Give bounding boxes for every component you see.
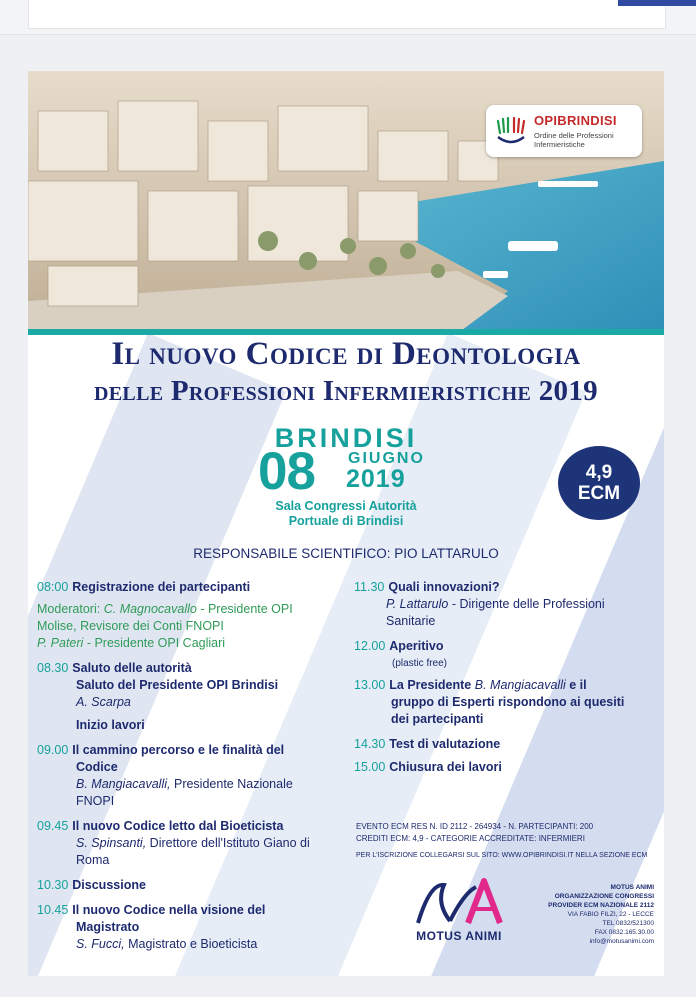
search-box-frame[interactable]	[28, 0, 666, 29]
logo-subtitle: Ordine delle Professioni Infermieristiche	[534, 131, 614, 149]
program-speaker: B. Mangiacavalli, Presidente Nazionale	[76, 777, 293, 791]
program-role-2: Roma	[76, 853, 110, 867]
title-line-2: delle Professioni Infermieristiche 2019	[94, 375, 598, 407]
event-month: GIUGNO	[348, 450, 425, 467]
scientific-director: RESPONSABILE SCIENTIFICO: PIO LATTARULO	[193, 546, 499, 561]
program-item: 10.30 Discussione	[37, 878, 146, 892]
footer-line-1: EVENTO ECM RES N. ID 2112 - 264934 - N. PARTECIPANTI: 200	[356, 822, 594, 831]
logo-name: OPIBRINDISI	[534, 113, 617, 128]
program-item: 09.00 Il cammino percorso e le finalità del	[37, 743, 285, 757]
program-item-title-2: Magistrato	[76, 920, 140, 934]
event-day: 08	[258, 442, 315, 501]
program-speaker: A. Scarpa	[76, 695, 131, 709]
program-item: 12.00 Aperitivo	[354, 639, 444, 653]
program-speaker: S. Fucci, Magistrato e Bioeticista	[76, 937, 258, 951]
program-speaker: P. Lattarulo - Dirigente delle Professioni	[386, 597, 605, 611]
motus-animi-mark-icon	[400, 873, 518, 929]
program-item: 15.00 Chiusura dei lavori	[354, 760, 502, 774]
program-item-title-2: gruppo di Esperti rispondono ai quesiti	[391, 695, 625, 709]
hands-logo-icon	[494, 115, 528, 147]
ecm-value: 4,9	[585, 462, 613, 483]
browser-top-bar	[0, 0, 696, 35]
program-item: 13.00 La Presidente B. Mangiacavalli e il	[354, 678, 587, 692]
program-item: 10.45 Il nuovo Codice nella visione del	[37, 903, 266, 917]
program-item: 08.30 Saluto delle autorità	[37, 661, 192, 675]
program-item: 08:00 Registrazione dei partecipanti	[37, 580, 251, 594]
event-poster	[28, 71, 664, 976]
moderators: Moderatori: C. Magnocavallo - Presidente OPI	[37, 602, 293, 616]
organizer-info: MOTUS ANIMI ORGANIZZAZIONE CONGRESSI PROVIDER ECM NAZIONALE 2112 VIA FABIO FILZI, 22 - LECCE TEL 0832/521300 FAX 0832.165.30.00 info@motusanimi.com	[548, 884, 654, 945]
footer-line-3: PER L'ISCRIZIONE COLLEGARSI SUL SITO: WWW.OPIBRINDISI.IT NELLA SEZIONE ECM	[356, 852, 648, 859]
divider-line	[28, 329, 664, 335]
program-note: (plastic free)	[392, 658, 448, 669]
motus-animi-name: MOTUS ANIMI	[416, 929, 502, 943]
program-item: 14.30 Test di valutazione	[354, 737, 501, 751]
venue-line-2: Portuale di Brindisi	[288, 514, 404, 528]
ecm-badge	[558, 446, 640, 520]
program-item: 09.45 Il nuovo Codice letto dal Bioeticista	[37, 819, 284, 833]
program-item-title-2: Saluto del Presidente OPI Brindisi	[76, 678, 279, 692]
program-item-title-2: Codice	[76, 760, 118, 774]
moderators-line-3: P. Pateri - Presidente OPI Cagliari	[37, 636, 226, 650]
ecm-unit: ECM	[577, 483, 621, 504]
opi-brindisi-logo	[486, 105, 642, 157]
motus-animi-logo	[400, 873, 518, 945]
program-extra: Inizio lavori	[76, 718, 145, 732]
venue-line-1: Sala Congressi Autorità	[275, 499, 417, 513]
accent-tab	[618, 0, 696, 6]
program-item: 11.30 Quali innovazioni?	[354, 580, 500, 594]
event-city: BRINDISI	[274, 423, 418, 453]
program-speaker: S. Spinsanti, Direttore dell'Istituto Giano di	[76, 836, 310, 850]
program-role-2: FNOPI	[76, 794, 115, 808]
program-role-2: Sanitarie	[386, 614, 436, 628]
event-year: 2019	[346, 465, 406, 493]
moderators-line-2: Molise, Revisore dei Conti FNOPI	[37, 619, 224, 633]
program-item-title-3: dei partecipanti	[391, 712, 484, 726]
title-line-1: Il nuovo Codice di Deontologia	[111, 336, 581, 372]
footer-line-2: CREDITI ECM: 4,9 - CATEGORIE ACCREDITATE: INFERMIERI	[356, 834, 585, 843]
